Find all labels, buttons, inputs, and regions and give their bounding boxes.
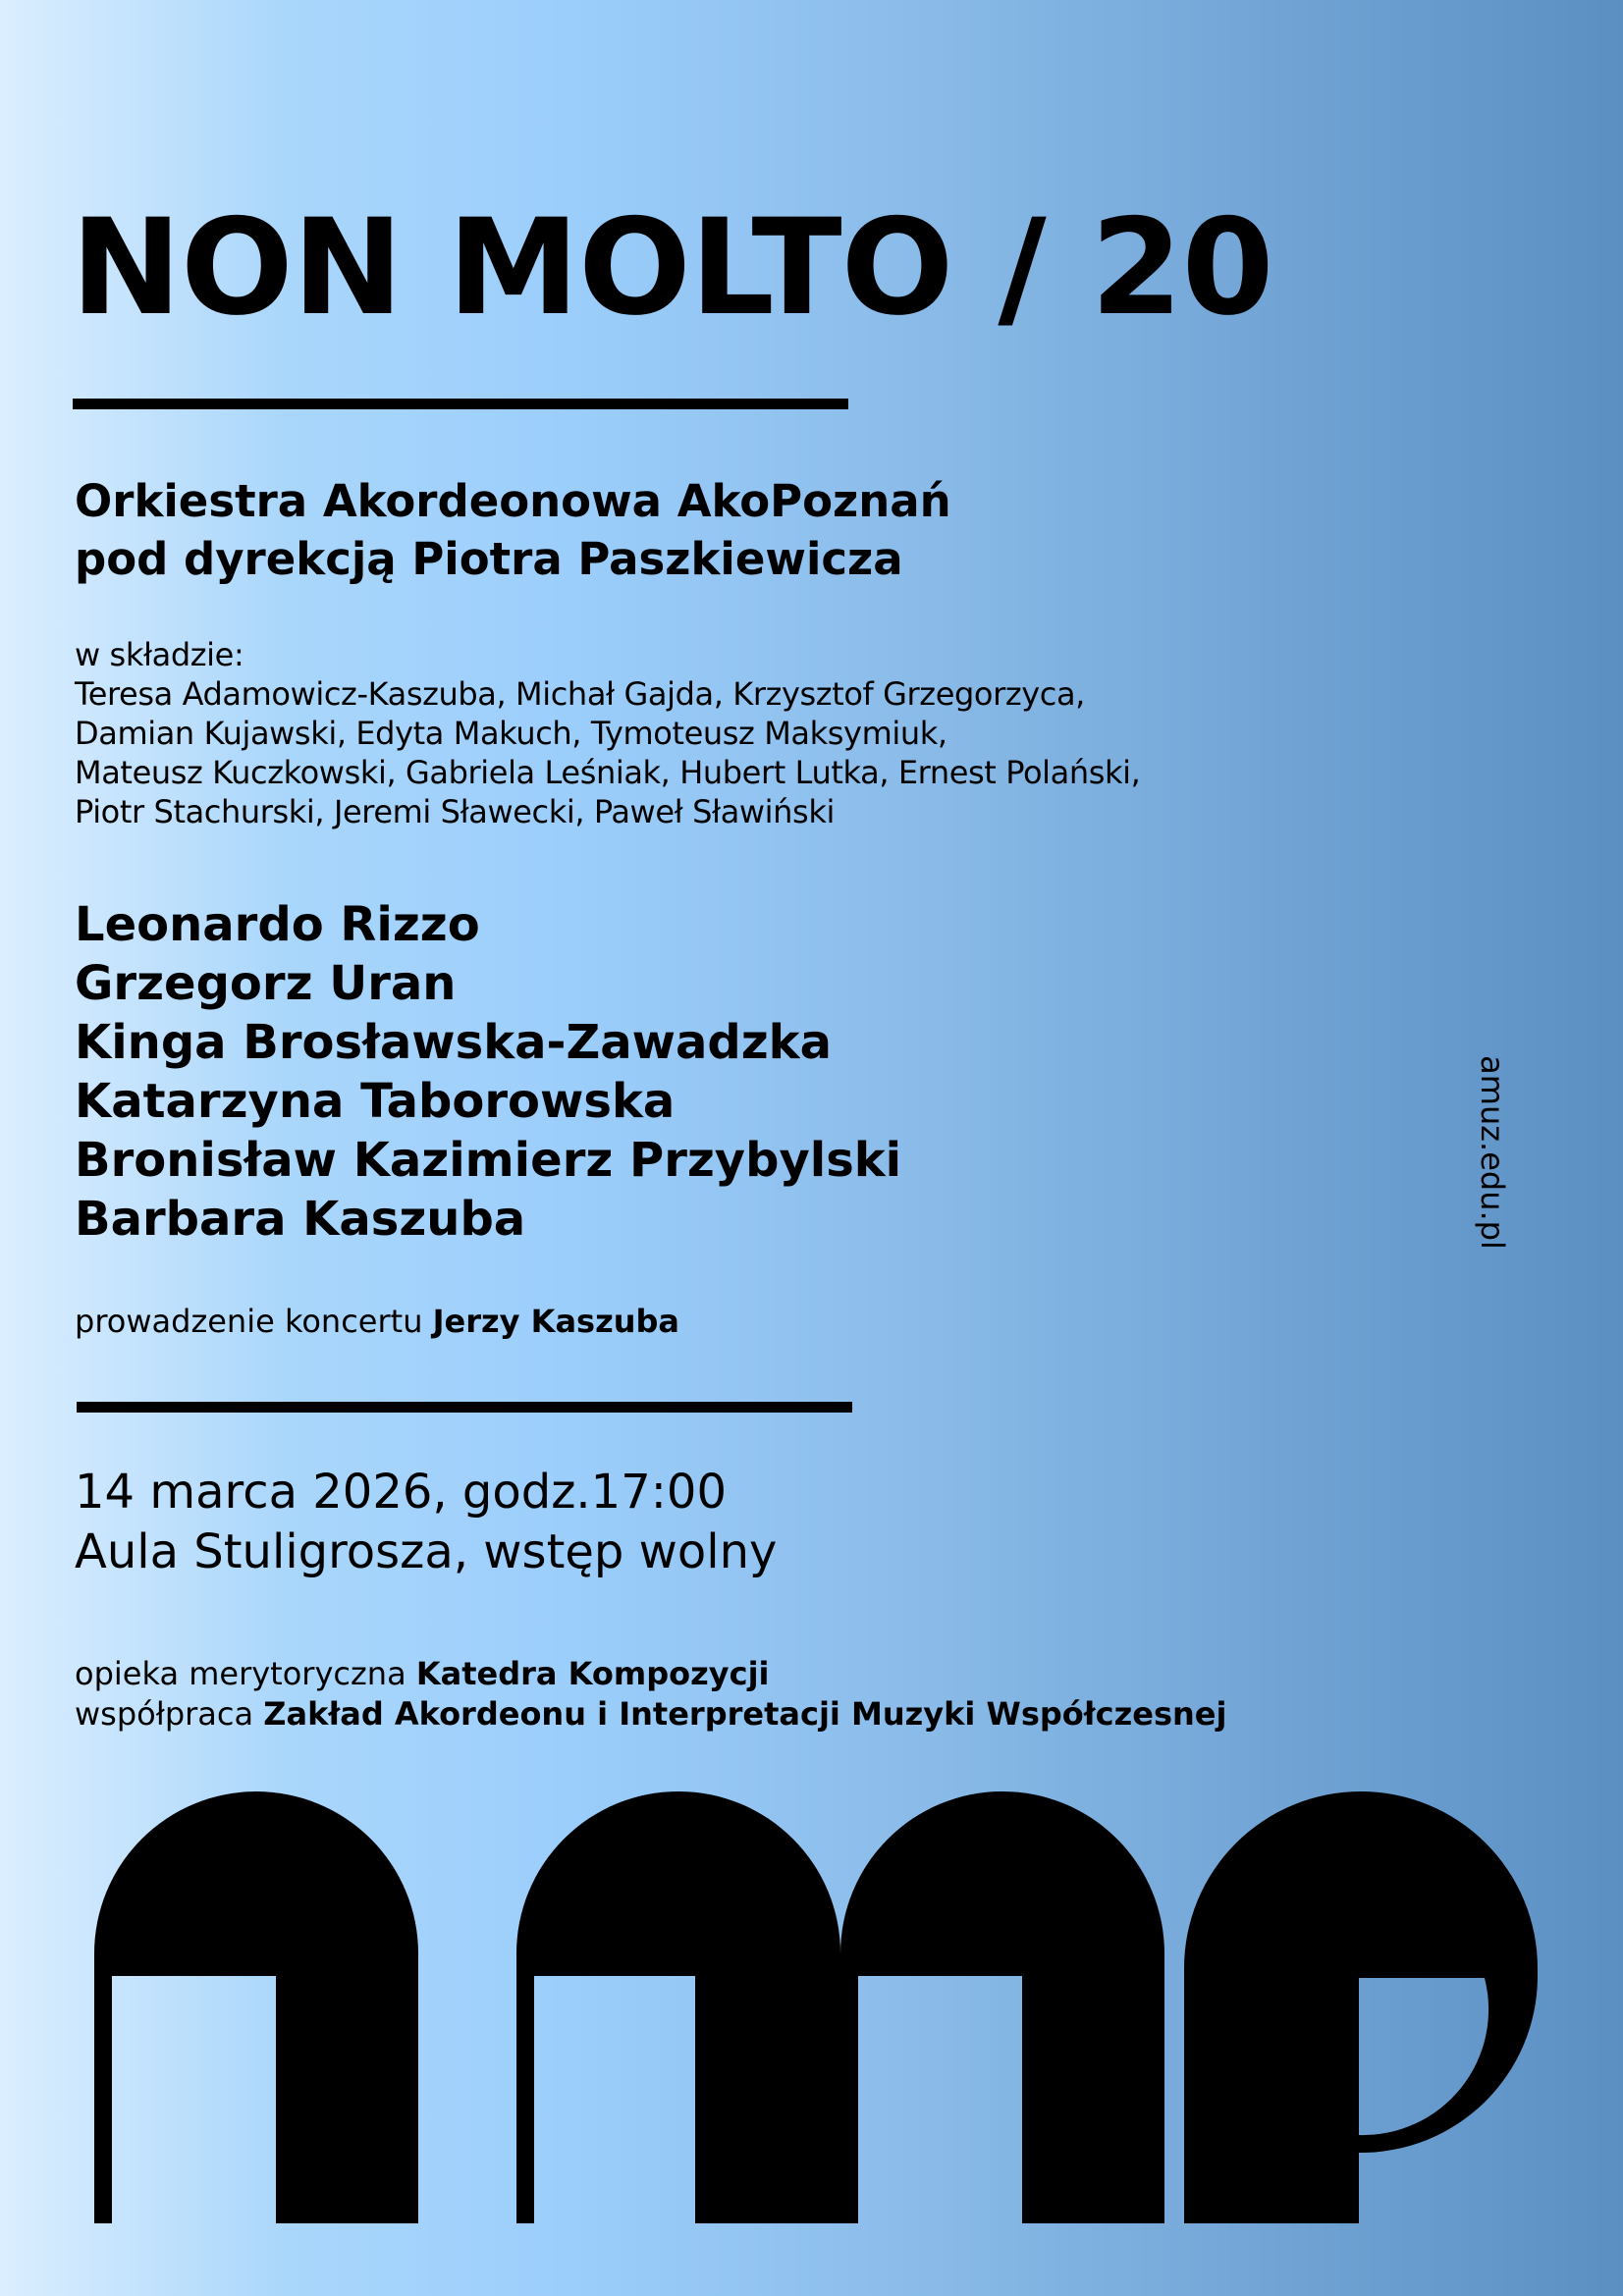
members-line: Piotr Stachurski, Jeremi Sławecki, Paweł Sławiński [75,793,835,830]
logo-leg [695,1976,840,2223]
cooperation-label: współpraca [75,1695,254,1733]
divider-top [73,399,848,409]
event-venue: Aula Stuligrosza, wstęp wolny [75,1524,778,1579]
soloist-name: Leonardo Rizzo [75,897,480,952]
cooperation-line [75,1694,1226,1735]
orchestra-heading [75,472,951,588]
logo-arch-m1 [516,1791,840,1976]
logo-bowl-p [1359,1978,1538,2153]
members-line: Mateusz Kuczkowski, Gabriela Leśniak, Hubert Lutka, Ernest Polański, [75,754,1141,791]
host-line [75,1303,679,1340]
orchestra-conductor: pod dyrekcją Piotra Paszkiewicza [75,533,903,585]
logo-leg [1184,1978,1359,2223]
soloist-name: Grzegorz Uran [75,956,457,1011]
soloist-name: Bronisław Kazimierz Przybylski [75,1133,902,1188]
members-label: w składzie: [75,636,244,673]
logo-leg [840,1976,858,2223]
amp-logo-icon [94,1791,1547,2223]
members-line: Damian Kujawski, Edyta Makuch, Tymoteusz Maksymiuk, [75,715,947,752]
logo-leg [276,1976,418,2223]
logo-arch-m2 [840,1791,1164,1976]
host-label: prowadzenie koncertu [75,1303,423,1340]
soloist-name: Katarzyna Taborowska [75,1074,676,1129]
logo-arch-a [94,1791,418,1976]
supervision-label: opieka merytoryczna [75,1655,406,1692]
divider-middle [77,1402,852,1413]
event-date-time: 14 marca 2026, godz.17:00 [75,1465,728,1520]
soloist-name: Kinga Brosławska-Zawadzka [75,1015,832,1070]
host-name: Jerzy Kaszuba [432,1303,679,1340]
members-line: Teresa Adamowicz-Kaszuba, Michał Gajda, Krzysztof Grzegorzyca, [75,675,1085,713]
poster-title: NON MOLTO / 20 [71,190,1273,345]
cooperation-name: Zakład Akordeonu i Interpretacji Muzyki Współczesnej [263,1695,1227,1733]
orchestra-name: Orkiestra Akordeonowa AkoPoznań [75,475,951,527]
soloists-list [75,895,901,1249]
logo-arch-p [1184,1791,1538,1978]
logo-leg [1022,1976,1164,2223]
soloist-name: Barbara Kaszuba [75,1192,526,1247]
logo-leg [516,1976,534,2223]
event-info [75,1463,777,1582]
credits-block [75,1654,1226,1735]
supervision-name: Katedra Kompozycji [415,1655,770,1692]
website-text: amuz.edu.pl [1474,1055,1511,1250]
supervision-line [75,1654,1226,1694]
members-block [75,635,1140,831]
logo-leg [94,1976,112,2223]
